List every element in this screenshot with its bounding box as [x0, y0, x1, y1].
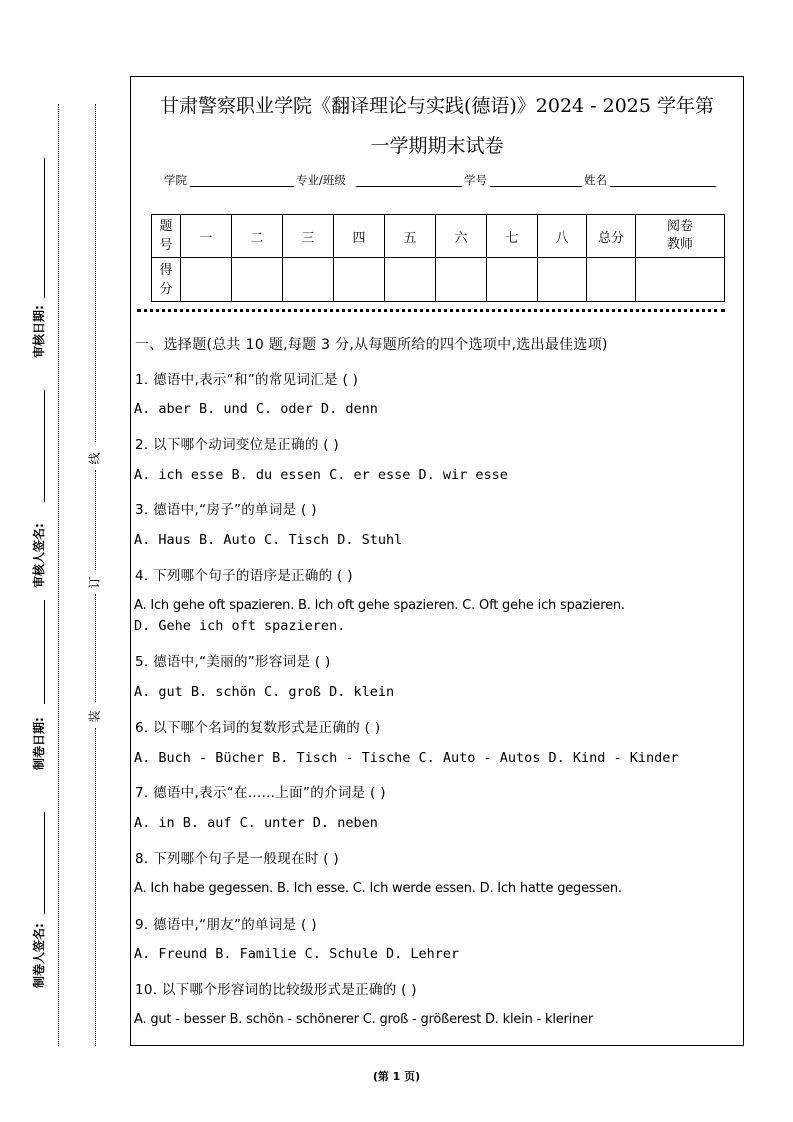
options-1: A. aber B. und C. oder D. denn	[134, 401, 378, 417]
score-cell-total[interactable]	[587, 258, 636, 302]
question-4: 4. 下列哪个句子的语序是正确的 ( )	[135, 568, 353, 584]
cut-dotted-line-lower	[95, 594, 96, 702]
score-col-5: 五	[385, 215, 436, 258]
score-cell-4[interactable]	[334, 258, 385, 302]
major-label: 专业/班级	[296, 173, 346, 187]
score-col-8: 八	[538, 215, 587, 258]
make-date-label: 制卷日期:	[32, 717, 46, 770]
options-2: A. ich esse B. du essen C. er esse D. wir esse	[134, 467, 508, 483]
score-col-7: 七	[487, 215, 538, 258]
bind-char: 订	[87, 576, 102, 589]
options-9: A. Freund B. Familie C. Schule D. Lehrer	[134, 946, 460, 962]
college-label: 学院	[164, 173, 187, 187]
score-col-1: 一	[181, 215, 232, 258]
question-8: 8. 下列哪个句子是一般现在时 ( )	[135, 851, 339, 867]
audit-date-label: 审核日期:	[32, 305, 46, 358]
score-cell-7[interactable]	[487, 258, 538, 302]
name-label: 姓名	[584, 173, 607, 187]
make-signature-line	[44, 812, 45, 914]
score-col-grader: 阅卷教师	[636, 215, 725, 258]
question-number-header: 题号	[152, 215, 181, 258]
name-field[interactable]	[610, 186, 716, 187]
score-cell-1[interactable]	[181, 258, 232, 302]
cut-dotted-line-bottom	[95, 728, 96, 1046]
question-3: 3. 德语中,“房子”的单词是 ( )	[135, 502, 317, 518]
exam-title	[134, 86, 740, 166]
options-7: A. in B. auf C. unter D. neben	[134, 815, 378, 831]
college-field[interactable]	[190, 186, 294, 187]
title-line-2: 一学期期末试卷	[370, 135, 504, 157]
question-10: 10. 以下哪个形容词的比较级形式是正确的 ( )	[135, 982, 417, 998]
student-id-label: 学号	[464, 173, 487, 187]
options-5: A. gut B. schön C. groß D. klein	[134, 684, 395, 700]
major-field[interactable]	[356, 186, 462, 187]
dotted-separator	[137, 309, 725, 312]
line-char: 线	[87, 452, 102, 465]
make-date-line	[44, 600, 45, 704]
score-header: 得分	[152, 258, 181, 302]
make-signature-label: 制卷人签名:	[32, 923, 46, 988]
audit-date-line	[44, 158, 45, 298]
student-id-field[interactable]	[490, 186, 582, 187]
question-1: 1. 德语中,表示“和”的常见词汇是 ( )	[135, 372, 359, 388]
inner-dotted-line	[58, 104, 59, 1046]
score-cell-grader[interactable]	[636, 258, 725, 302]
score-cell-6[interactable]	[436, 258, 487, 302]
cut-dotted-line-mid	[95, 470, 96, 570]
question-7: 7. 德语中,表示“在……上面”的介词是 ( )	[135, 785, 386, 801]
score-col-6: 六	[436, 215, 487, 258]
options-6: A. Buch - Bücher B. Tisch - Tische C. Auto - Autos D. Kind - Kinder	[134, 750, 679, 766]
question-5: 5. 德语中,“美丽的”形容词是 ( )	[135, 654, 331, 670]
score-cell-2[interactable]	[232, 258, 283, 302]
options-3: A. Haus B. Auto C. Tisch D. Stuhl	[134, 532, 403, 548]
question-2: 2. 以下哪个动词变位是正确的 ( )	[135, 437, 339, 453]
options-8: A. Ich habe gegessen. B. Ich esse. C. Ich werde essen. D. Ich hatte gegessen.	[134, 881, 622, 896]
options-4-line-2: D. Gehe ich oft spazieren.	[134, 618, 346, 634]
score-col-3: 三	[283, 215, 334, 258]
options-10: A. gut - besser B. schön - schönerer C. groß - größerest D. klein - kleriner	[134, 1012, 594, 1027]
question-6: 6. 以下哪个名词的复数形式是正确的 ( )	[135, 720, 381, 736]
audit-signature-line	[44, 390, 45, 502]
title-line-1: 甘肃警察职业学院《翻译理论与实践(德语)》2024 - 2025 学年第	[159, 95, 715, 117]
mount-char: 装	[87, 710, 102, 723]
page-number: (第 1 页)	[372, 1070, 421, 1083]
score-table	[151, 214, 725, 302]
score-cell-3[interactable]	[283, 258, 334, 302]
cut-dotted-line-top	[95, 104, 96, 442]
section-heading: 一、选择题(总共 10 题,每题 3 分,从每题所给的四个选项中,选出最佳选项)	[135, 337, 608, 353]
score-col-total: 总分	[587, 215, 636, 258]
question-9: 9. 德语中,“朋友”的单词是 ( )	[135, 917, 317, 933]
options-4: A. Ich gehe oft spazieren. B. Ich oft gehe spazieren. C. Oft gehe ich spazieren.	[134, 598, 625, 613]
score-cell-5[interactable]	[385, 258, 436, 302]
score-cell-8[interactable]	[538, 258, 587, 302]
audit-signature-label: 审核人签名:	[32, 523, 46, 588]
score-col-4: 四	[334, 215, 385, 258]
score-col-2: 二	[232, 215, 283, 258]
